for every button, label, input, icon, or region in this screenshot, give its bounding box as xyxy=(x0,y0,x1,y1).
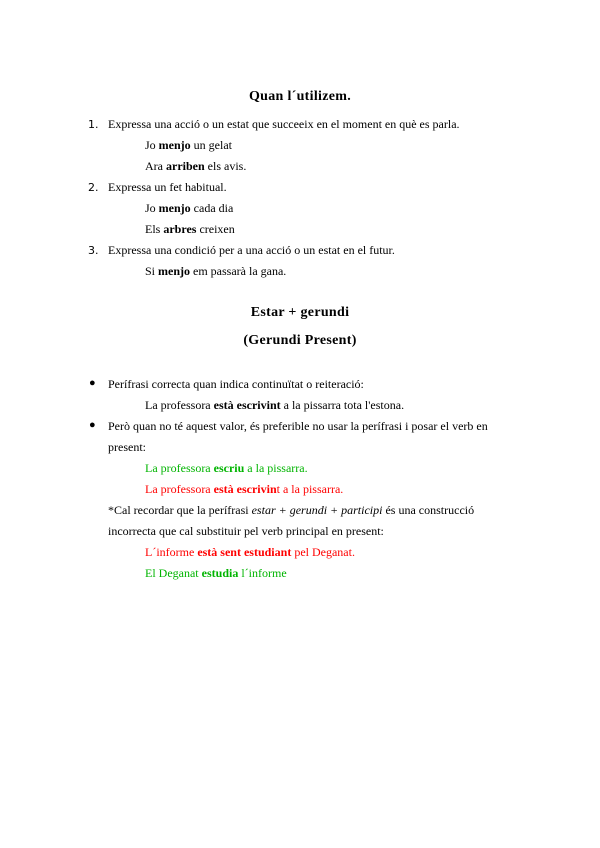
note-italic: estar + gerundi + participi xyxy=(251,503,383,517)
example-incorrect xyxy=(145,482,343,497)
note-line1 xyxy=(108,503,474,518)
list-item-2-text: Expressa un fet habitual. xyxy=(108,180,227,194)
heading-estar-gerundi: Estar + gerundi xyxy=(250,305,350,320)
example-post: t a la pissarra. xyxy=(276,482,344,496)
example-verb: està escrivin xyxy=(213,482,277,496)
bullet-icon: ● xyxy=(89,377,96,389)
heading-gerundi-present: (Gerundi Present) xyxy=(243,333,357,348)
bullet-1-text: Perífrasi correcta quan indica continuïtat o reiteració: xyxy=(108,377,364,391)
example-verb: menjo xyxy=(158,138,191,152)
example-post: un gelat xyxy=(190,138,232,152)
bullet-2-line1: Però quan no té aquest valor, és preferible no usar la perífrasi i posar el verb en xyxy=(108,419,488,433)
example-line xyxy=(145,201,233,216)
example-verb: està sent estudiant xyxy=(197,545,292,559)
list-item-3-text: Expressa una condició per a una acció o un estat en el futur. xyxy=(108,243,395,257)
example-post: cada dia xyxy=(190,201,234,215)
example-pre: El Deganat xyxy=(145,566,202,580)
example-post: a la pissarra tota l'estona. xyxy=(280,398,405,412)
note-pre: *Cal recordar que la perífrasi xyxy=(108,503,252,517)
example-verb: menjo xyxy=(158,264,191,278)
example-pre: La professora xyxy=(145,398,214,412)
note-post: és una construcció xyxy=(382,503,475,517)
example-correct xyxy=(145,461,308,476)
example-verb: estudia xyxy=(201,566,239,580)
note-line2: incorrecta que cal substituir pel verb principal en present: xyxy=(108,524,384,538)
example-verb: arriben xyxy=(166,159,205,173)
bullet-icon: ● xyxy=(89,419,96,431)
example-verb: està escrivint xyxy=(213,398,281,412)
list-item-1-text: Expressa una acció o un estat que succeeix en el moment en què es parla. xyxy=(108,117,460,131)
example-verb: escriu xyxy=(213,461,245,475)
heading-quan-utilizem: Quan l´utilizem. xyxy=(248,89,352,104)
example-post: creixen xyxy=(196,222,235,236)
example-pre: La professora xyxy=(145,482,214,496)
example-post: l´informe xyxy=(238,566,287,580)
example-pre: La professora xyxy=(145,461,214,475)
example-pre: Si xyxy=(145,264,159,278)
example-post: pel Deganat. xyxy=(291,545,355,559)
example-line xyxy=(145,398,404,413)
example-line xyxy=(145,264,286,279)
example-line xyxy=(145,159,246,174)
example-verb: menjo xyxy=(158,201,191,215)
bullet-2-line2: present: xyxy=(108,440,146,454)
example-verb: arbres xyxy=(163,222,197,236)
example-pre: Jo xyxy=(145,138,159,152)
example-incorrect xyxy=(145,545,355,560)
example-post: a la pissarra. xyxy=(244,461,308,475)
example-correct xyxy=(145,566,287,581)
list-number-3: 3. xyxy=(88,244,99,257)
example-pre: Jo xyxy=(145,201,159,215)
example-pre: Els xyxy=(145,222,164,236)
example-pre: Ara xyxy=(145,159,166,173)
example-pre: L´informe xyxy=(145,545,198,559)
example-post: els avis. xyxy=(204,159,247,173)
list-number-1: 1. xyxy=(88,118,99,131)
list-number-2: 2. xyxy=(88,181,99,194)
example-line xyxy=(145,222,235,237)
example-post: em passarà la gana. xyxy=(190,264,287,278)
example-line xyxy=(145,138,232,153)
